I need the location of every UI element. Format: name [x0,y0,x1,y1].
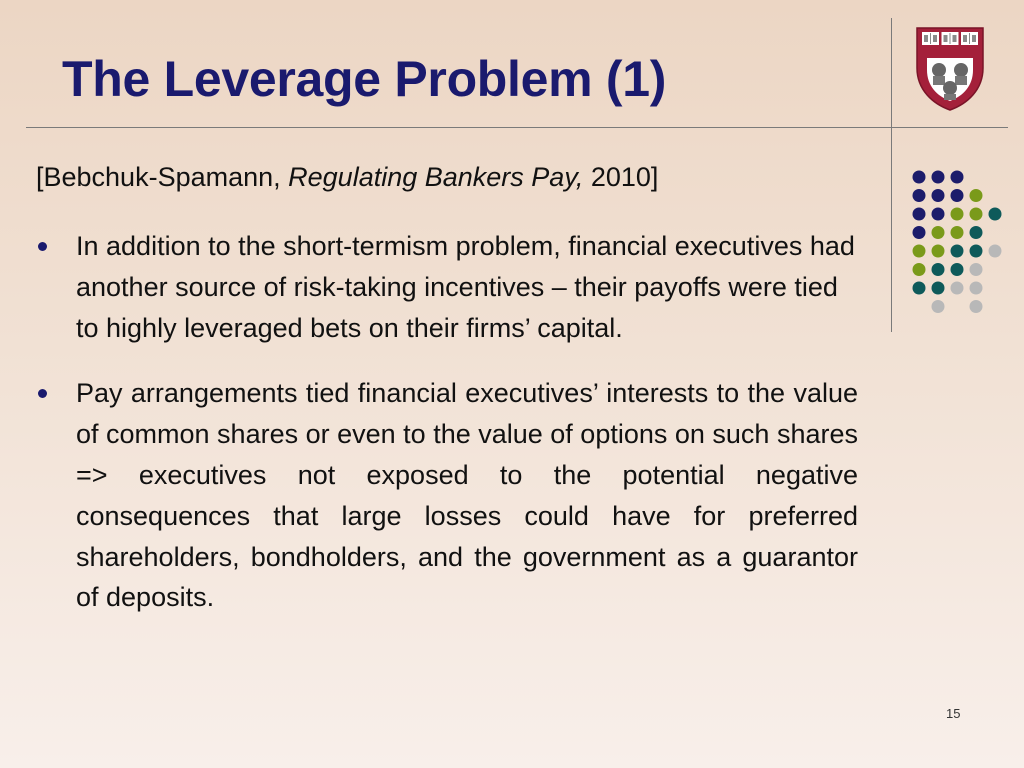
bullet-dot-icon [38,242,47,251]
citation-open: [Bebchuk-Spamann, [36,162,289,192]
slide-title: The Leverage Problem (1) [62,51,667,107]
bullet-list [36,226,858,618]
bullet-dot-icon [38,389,47,398]
page-number: 15 [946,706,961,721]
shield-crest-icon [913,24,987,112]
bullet-item [36,373,858,618]
bullet-text: In addition to the short-termism problem, financial executives had another source of risk-taking incentives – their payoffs were tied to highly leveraged bets on their firms’ capital. [76,231,855,343]
vertical-divider [891,18,892,332]
citation [36,162,658,193]
bullet-item [36,226,858,348]
citation-close: 2010] [583,162,659,192]
citation-title: Regulating Bankers Pay, [288,162,584,192]
bullet-text: Pay arrangements tied financial executives’ interests to the value of common shares or even to the value of options on such shares => executives not exposed to the potential negative consequences that large losses could have for preferred shareholders, bondholders, and the government as a guarantor of deposits. [76,378,858,613]
title-divider [26,127,1008,128]
dot-grid-icon [908,168,1008,318]
